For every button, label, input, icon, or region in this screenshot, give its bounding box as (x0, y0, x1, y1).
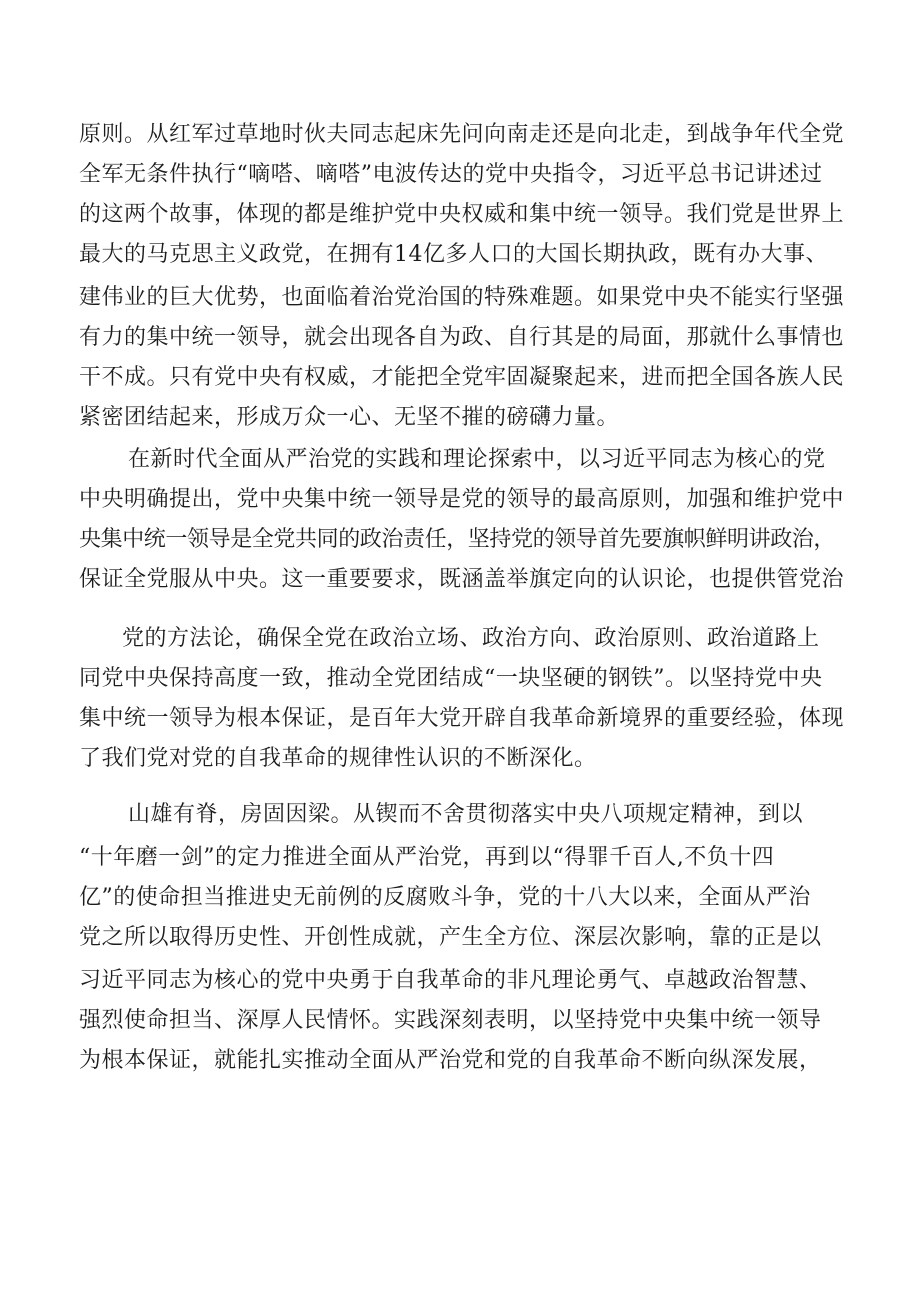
text-line: 山雄有脊，房固因梁。从锲而不舍贯彻落实中央八项规定精神，到以 (128, 802, 804, 827)
text-line: “十年磨一剑”的定力推进全面从严治党，再到以“得罪千百人,不负十四 (79, 845, 775, 870)
text-line: 集中统一领导为根本保证，是百年大党开辟自我革命新境界的重要经验，体现 (79, 706, 845, 731)
text-line: 央集中统一领导是全党共同的政治责任，坚持党的领导首先要旗帜鲜明讲政治， (79, 527, 836, 552)
text-line: 党的方法论，确保全党在政治立场、政治方向、政治原则、政治道路上 (122, 626, 820, 651)
text-line: 干不成。只有党中央有权威，才能把全党牢固凝聚起来，进而把全国各族人民 (79, 365, 845, 390)
text-line: 中央明确提出，党中央集中统一领导是党的领导的最高原则，加强和维护党中 (79, 487, 845, 512)
text-line: 同党中央保持高度一致，推动全党团结成“一块坚硬的钢铁”。以坚持党中央 (79, 666, 823, 691)
text-line: 最大的马克思主义政党，在拥有14亿多人口的大国长期执政，既有办大事、 (79, 242, 828, 267)
text-line: 了我们党对党的自我革命的规律性认识的不断深化。 (79, 746, 597, 771)
text-line: 的这两个故事，体现的都是维护党中央权威和集中统一领导。我们党是世界上 (79, 202, 845, 227)
text-line: 习近平同志为核心的党中央勇于自我革命的非凡理论勇气、卓越政治智慧、 (79, 968, 822, 993)
text-line: 党之所以取得历史性、开创性成就，产生全方位、深层次影响，靠的正是以 (79, 925, 822, 950)
text-line: 原则。从红军过草地时伙夫同志起床先问向南走还是向北走，到战争年代全党 (79, 122, 845, 147)
text-line: 建伟业的巨大优势，也面临着治党治国的特殊难题。如果党中央不能实行坚强 (79, 285, 845, 310)
text-line: 在新时代全面从严治党的实践和理论探索中，以习近平同志为核心的党 (128, 447, 826, 472)
text-line: 强烈使命担当、深厚人民情怀。实践深刻表明，以坚持党中央集中统一领导 (79, 1008, 822, 1033)
text-line: 全军无条件执行“嘀嗒、嘀嗒”电波传达的党中央指令，习近平总书记讲述过 (79, 162, 823, 187)
text-line: 紧密团结起来，形成万众一心、无坚不摧的磅礴力量。 (79, 405, 620, 430)
text-line: 有力的集中统一领导，就会出现各自为政、自行其是的局面，那就什么事情也 (79, 325, 845, 350)
text-line: 亿”的使命担当推进史无前例的反腐败斗争，党的十八大以来，全面从严治 (79, 885, 811, 910)
text-line: 保证全党服从中央。这一重要要求，既涵盖举旗定向的认识论，也提供管党治 (79, 567, 845, 592)
text-line: 为根本保证，就能扎实推动全面从严治党和党的自我革命不断向纵深发展， (79, 1048, 822, 1073)
